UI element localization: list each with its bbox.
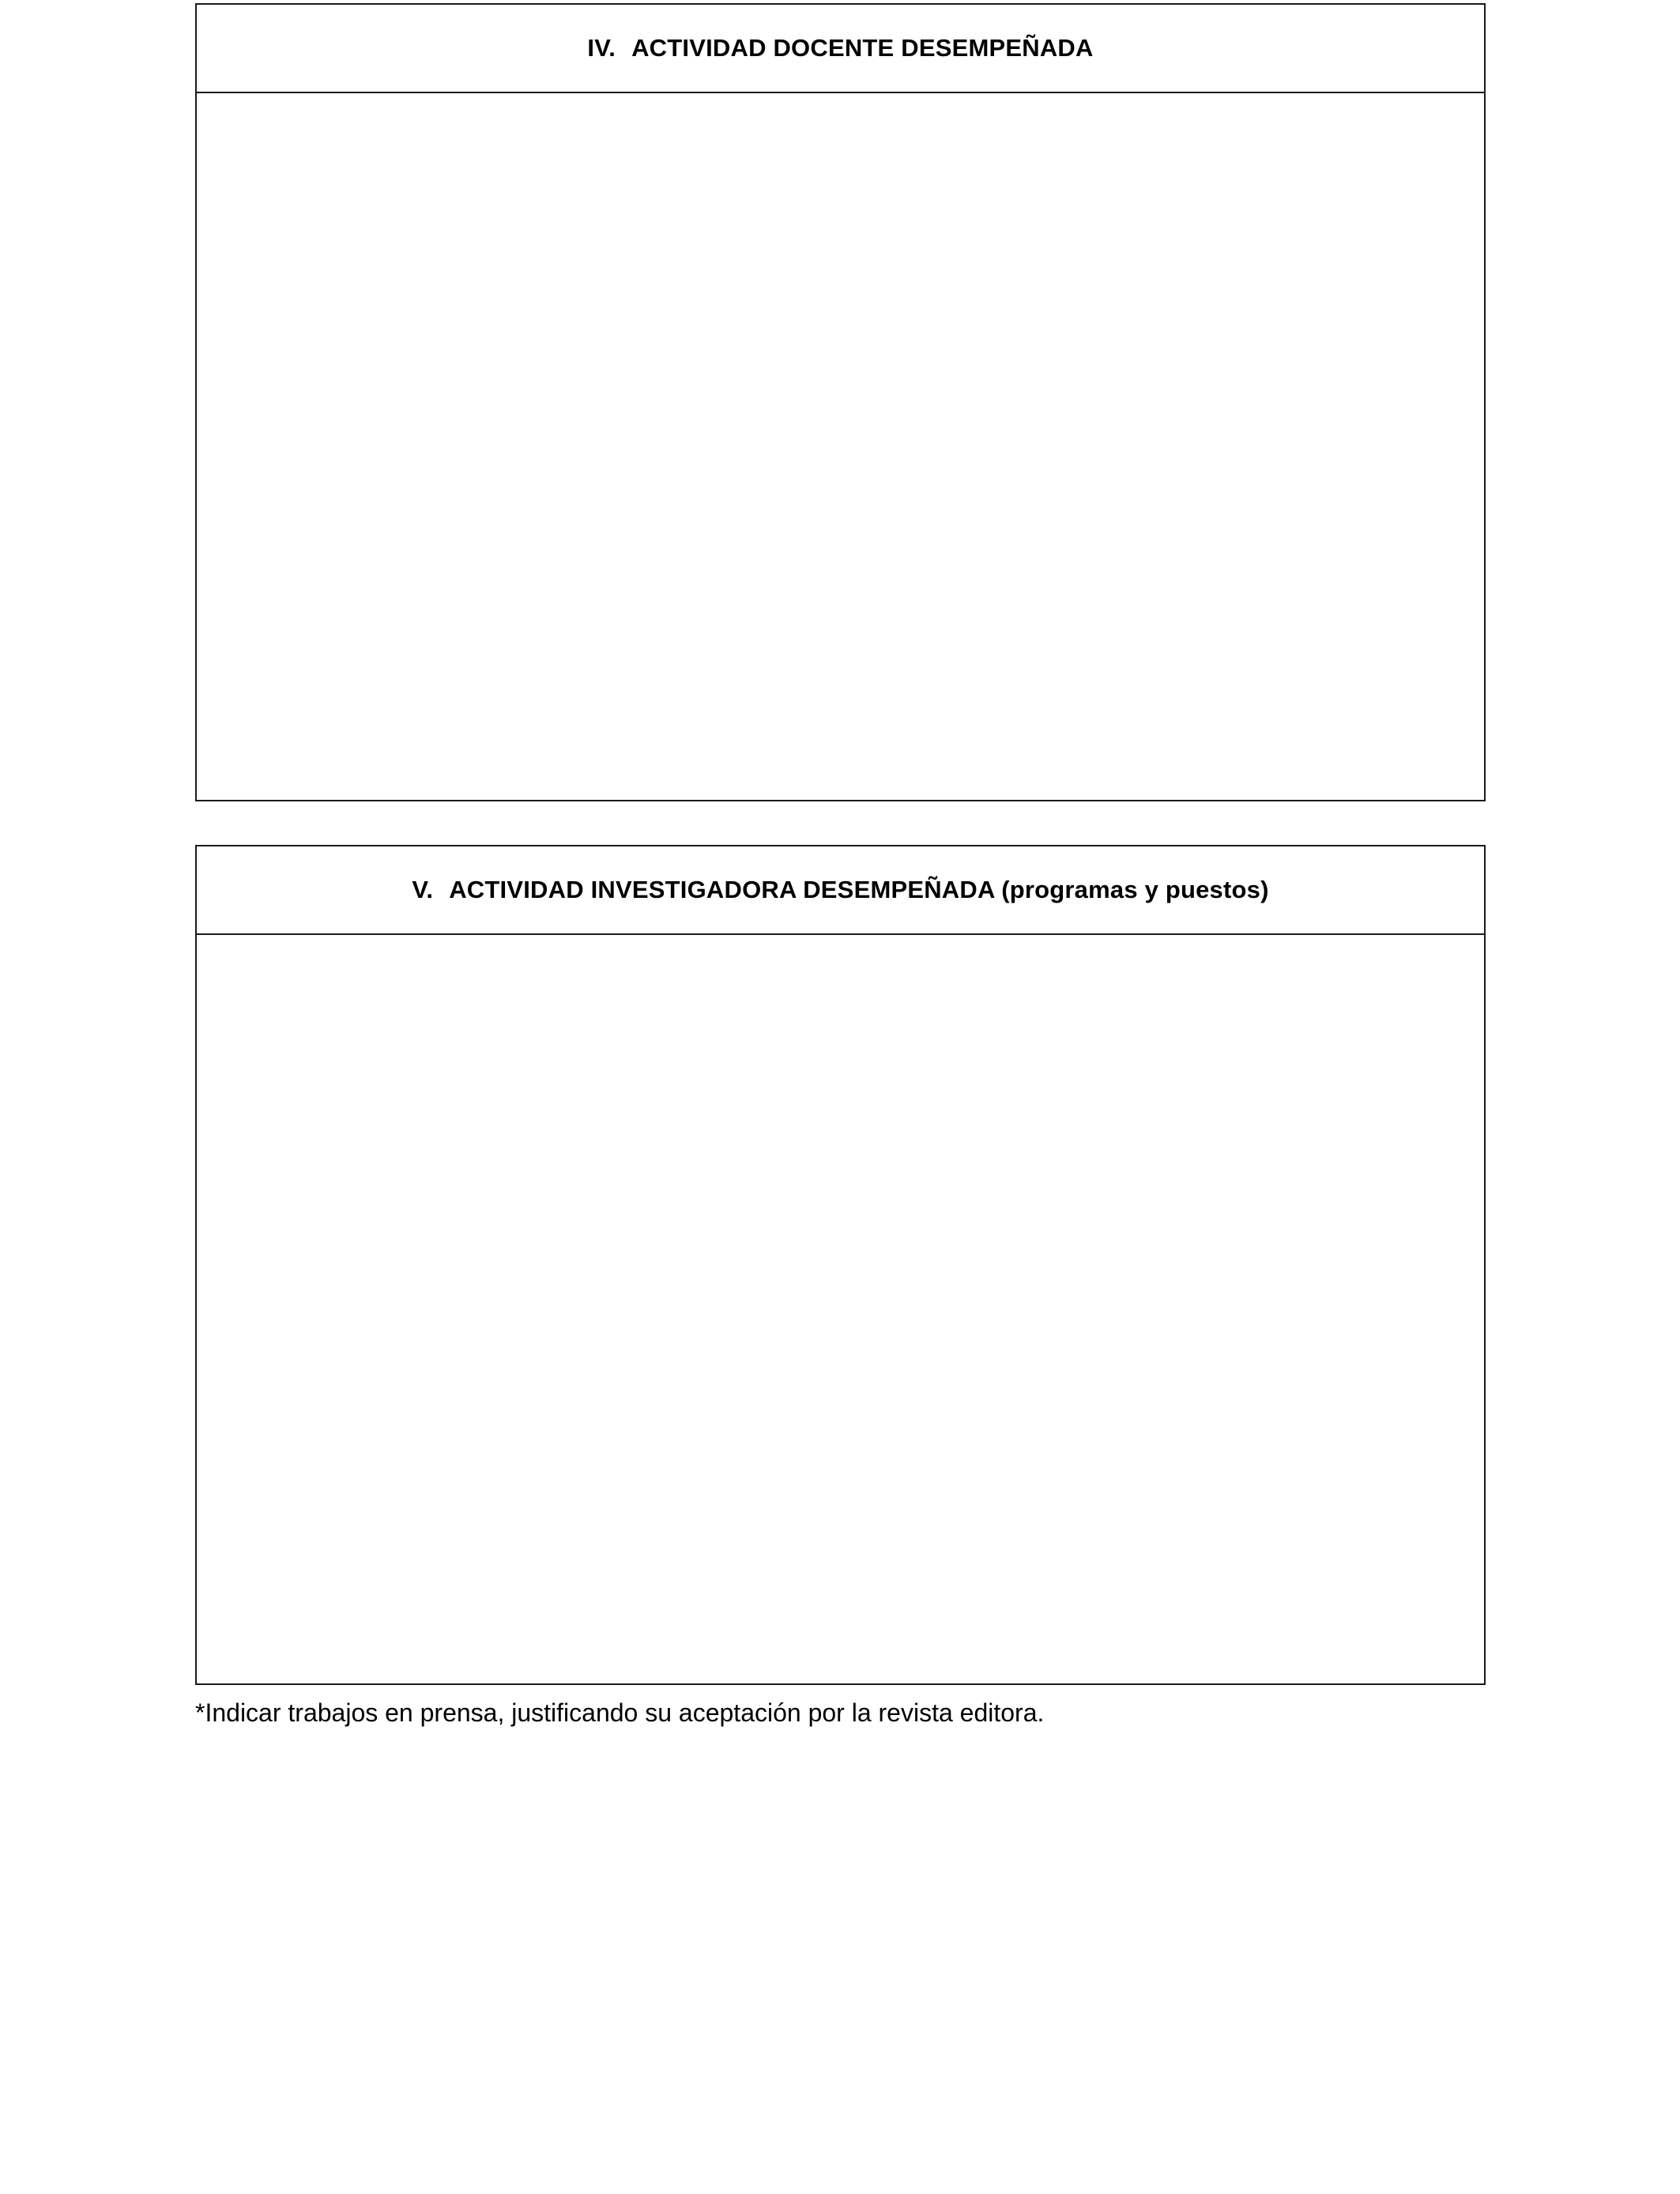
section-content-area[interactable] bbox=[197, 935, 1484, 1683]
section-actividad-investigadora bbox=[195, 845, 1486, 1685]
footnote: *Indicar trabajos en prensa, justificando su aceptación por la revista editora. bbox=[195, 1698, 1045, 1727]
section-content-area[interactable] bbox=[197, 93, 1484, 800]
section-title: ACTIVIDAD DOCENTE DESEMPEÑADA bbox=[631, 34, 1094, 62]
section-number: V. bbox=[412, 876, 434, 903]
section-header bbox=[197, 846, 1484, 935]
section-header bbox=[197, 5, 1484, 93]
section-title: ACTIVIDAD INVESTIGADORA DESEMPEÑADA (programas y puestos) bbox=[449, 876, 1269, 903]
section-actividad-docente bbox=[195, 3, 1486, 801]
section-number: IV. bbox=[587, 34, 616, 62]
